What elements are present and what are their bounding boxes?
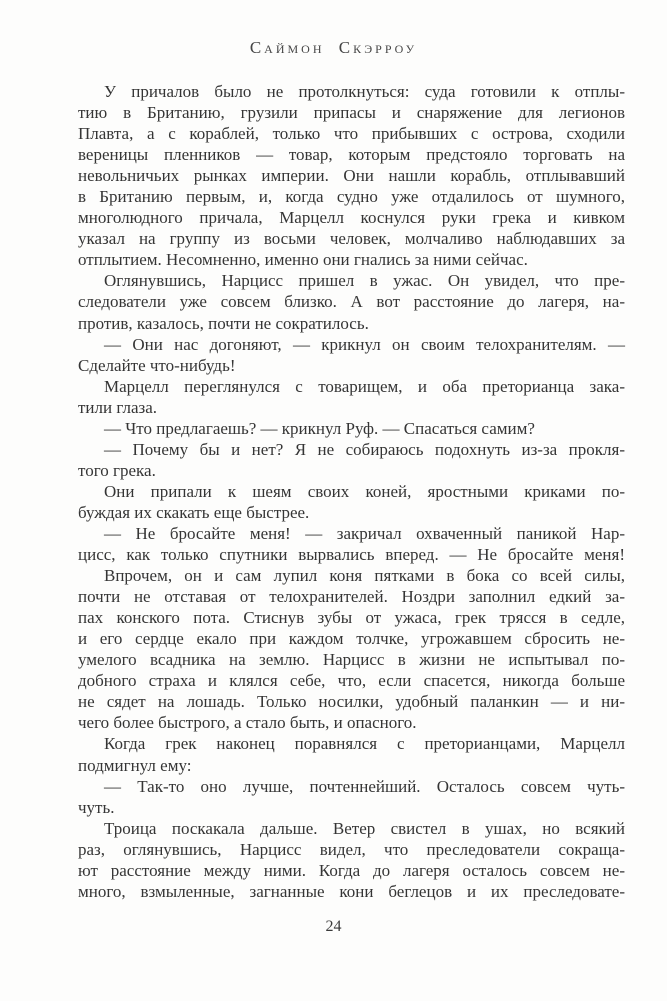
text-line: — Они нас догоняют, — крикнул он своим телохранителям. — xyxy=(104,334,625,354)
page-number: 24 xyxy=(325,918,342,935)
text-line: того грека. xyxy=(78,460,156,480)
text-line: Они припали к шеям своих коней, яростными криками по- xyxy=(104,481,625,501)
text-line: умелого всадника на землю. Нарцисс в жизни не испытывал по- xyxy=(78,650,625,670)
text-line: Оглянувшись, Нарцисс пришел в ужас. Он увидел, что пре- xyxy=(104,271,625,291)
text-line: не сядет на лошадь. Только носилки, удобный паланкин — и ни- xyxy=(78,692,625,712)
text-line: невольничьих рынках империи. Они нашли корабль, отплывавший xyxy=(78,166,625,186)
text-line: и его сердце екало при каждом толчке, угрожавшем сбросить не- xyxy=(78,629,625,649)
text-line: чего более быстрого, а стало быть, и опасного. xyxy=(78,713,417,733)
text-line: Впрочем, он и сам лупил коня пятками в бока со всей силы, xyxy=(104,566,625,586)
text-line: — Так-то оно лучше, почтеннейший. Осталось совсем чуть- xyxy=(104,776,625,796)
text-line: подмигнул ему: xyxy=(78,755,192,775)
text-line: отплытием. Несомненно, именно они гнались за ними сейчас. xyxy=(78,250,528,270)
text-line: добного страха и клялся себе, что, если спасется, никогда больше xyxy=(78,671,625,691)
text-line: цисс, как только спутники вырвались вперед. — Не бросайте меня! xyxy=(78,545,625,565)
text-line: У причалов было не протолкнуться: суда готовили к отплы- xyxy=(104,82,625,101)
text-line: — Что предлагаешь? — крикнул Руф. — Спасаться самим? xyxy=(104,418,535,438)
text-line: против, казалось, почти не сократилось. xyxy=(78,313,369,333)
text-line: Плавта, а с кораблей, только что прибывших с острова, сходили xyxy=(78,124,625,144)
text-line: в Британию первым, и, когда судно уже отдалилось от шумного, xyxy=(78,187,625,207)
text-line: — Почему бы и нет? Я не собираюсь подохнуть из-за прокля- xyxy=(104,439,625,459)
text-line: ют расстояние между ними. Когда до лагеря осталось совсем не- xyxy=(78,860,625,880)
text-line: указал на группу из восьми человек, молчаливо наблюдавших за xyxy=(78,229,625,249)
text-line: Когда грек наконец поравнялся с преторианцами, Марцелл xyxy=(104,734,625,754)
text-line: много, взмыленные, загнанные кони беглецов и их преследовате- xyxy=(78,881,625,901)
running-header: Саймон Скэрроу xyxy=(249,38,418,57)
text-line: Марцелл переглянулся с товарищем, и оба преторианца зака- xyxy=(104,376,625,396)
text-block xyxy=(78,81,625,902)
text-line: следователи уже совсем близко. А вот расстояние до лагеря, на- xyxy=(78,292,625,312)
text-line: Сделайте что-нибудь! xyxy=(78,355,236,375)
text-line: тили глаза. xyxy=(78,397,158,417)
text-line: — Не бросайте меня! — закричал охваченный паникой Нар- xyxy=(104,523,625,543)
text-line: раз, оглянувшись, Нарцисс видел, что преследователи сокраща- xyxy=(78,839,625,859)
text-line: чуть. xyxy=(78,797,115,817)
text-line: Троица поскакала дальше. Ветер свистел в ушах, но всякий xyxy=(104,818,625,838)
text-line: тию в Британию, грузили припасы и снаряжение для легионов xyxy=(78,103,625,123)
text-line: пах конского пота. Стиснув зубы от ужаса, грек трясся в седле, xyxy=(78,608,625,628)
text-line: буждая их скакать еще быстрее. xyxy=(78,502,310,522)
text-line: вереницы пленников — товар, которым предстояло торговать на xyxy=(78,145,625,165)
text-line: многолюдного причала, Марцелл коснулся руки грека и кивком xyxy=(78,208,625,228)
text-line: почти не отставая от телохранителей. Ноздри заполнил едкий за- xyxy=(78,587,625,607)
